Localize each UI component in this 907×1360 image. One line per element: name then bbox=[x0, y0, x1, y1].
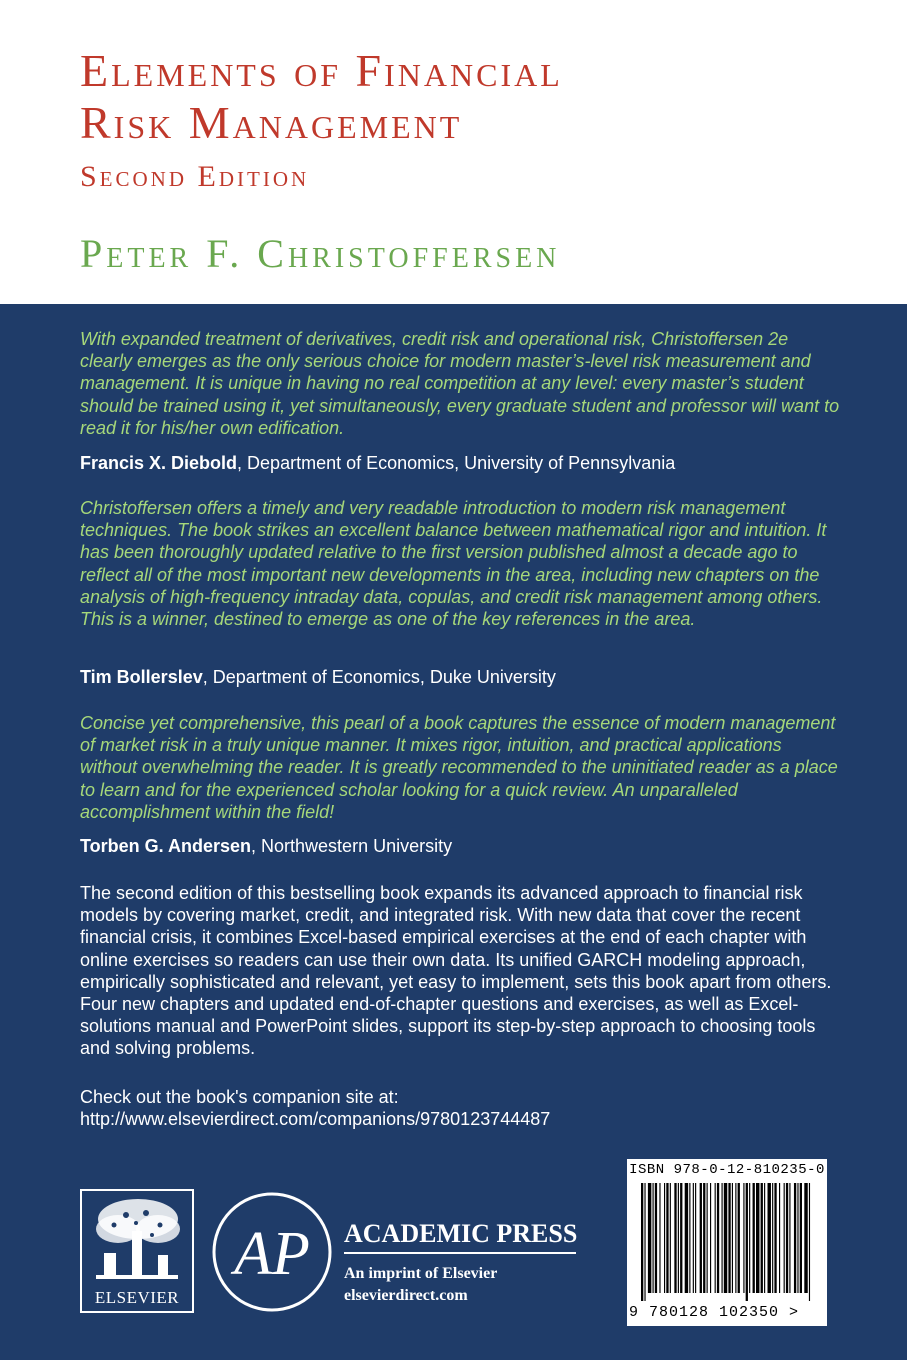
endorser-name-3: Torben G. Andersen bbox=[80, 836, 252, 856]
barcode-bar bbox=[678, 1183, 679, 1293]
barcode-bar bbox=[670, 1183, 671, 1293]
barcode-bar bbox=[761, 1183, 763, 1293]
barcode-bar bbox=[746, 1183, 748, 1301]
author-name: Peter F. Christoffersen bbox=[80, 231, 561, 276]
barcode-bar bbox=[653, 1183, 654, 1293]
barcode-bar bbox=[666, 1183, 668, 1293]
endorsement-attribution-2 bbox=[80, 666, 840, 688]
barcode-bar bbox=[680, 1183, 682, 1293]
barcode-bar bbox=[693, 1183, 694, 1293]
barcode-bar bbox=[804, 1183, 807, 1293]
barcode-bar bbox=[794, 1183, 796, 1293]
barcode-bar bbox=[738, 1183, 740, 1293]
endorsement-quote-3: Concise yet comprehensive, this pearl of a book captures the essence of modern management of market risk in a truly unique manner. It mixes rigor, intuition, and practical applications without overwhelming the reader. It is greatly recommended to the uninitiated reader as a place to learn and for the experienced scholar looking for a quick review. An unparalleled accomplishment within the field! bbox=[80, 713, 838, 822]
barcode-bar bbox=[685, 1183, 688, 1293]
elsevier-tree-icon bbox=[88, 1195, 186, 1287]
imprint-label: An imprint of Elsevier bbox=[344, 1265, 498, 1282]
barcode-bar bbox=[753, 1183, 755, 1293]
book-title-line-2: Risk Management bbox=[80, 97, 463, 148]
barcode-bar bbox=[724, 1183, 727, 1293]
publisher-site: elsevierdirect.com bbox=[344, 1287, 468, 1304]
isbn-barcode bbox=[627, 1159, 827, 1326]
cover-header bbox=[0, 0, 907, 304]
barcode-bar bbox=[756, 1183, 759, 1293]
barcode-bar bbox=[715, 1183, 716, 1293]
barcode-bar bbox=[786, 1183, 788, 1293]
endorser-affiliation-2: , Department of Economics, Duke University bbox=[202, 667, 556, 687]
barcode-bar bbox=[659, 1183, 660, 1293]
barcode-bar bbox=[749, 1183, 750, 1293]
endorser-name-2: Tim Bollerslev bbox=[80, 667, 203, 687]
barcode-bar bbox=[800, 1183, 802, 1293]
edition-label: Second Edition bbox=[80, 160, 310, 193]
barcode-bar bbox=[774, 1183, 776, 1293]
isbn-label: ISBN 978-0-12-810235-0 bbox=[629, 1162, 825, 1178]
barcode-bar bbox=[735, 1183, 736, 1293]
barcode-bar bbox=[689, 1183, 690, 1293]
barcode-bar bbox=[722, 1183, 723, 1293]
barcode-bar bbox=[674, 1183, 676, 1293]
endorsement-quote-1: With expanded treatment of derivatives, credit risk and operational risk, Christoffersen 2e clearly emerges as the only serious choice for modern master’s-level risk measurement and management. It is unique in having no real competition at any level: every master’s student should be trained using it, yet simultaneously, every graduate student and professor will want to read it for his/her own edification. bbox=[80, 329, 840, 438]
endorsement-attribution-3 bbox=[80, 835, 840, 857]
barcode-bars bbox=[637, 1183, 817, 1301]
barcode-bar bbox=[797, 1183, 798, 1293]
barcode-bar bbox=[772, 1183, 773, 1293]
companion-site-url[interactable]: http://www.elsevierdirect.com/companions/9780123744487 bbox=[80, 1109, 551, 1129]
elsevier-wordmark: ELSEVIER bbox=[94, 1288, 180, 1307]
elsevier-logo bbox=[80, 1189, 194, 1313]
book-description: The second edition of this bestselling book expands its advanced approach to financial risk models by covering market, credit, and integrated risk. With new data that cover the recent financial crisis, it combines Excel-based empirical exercises at the end of each chapter with online exercises so readers can use their own data. Its unified GARCH modeling approach, empirically sophisticated and relevant, yet easy to implement, sets this book apart from others. Four new chapters and updated end-of-chapter questions and exercises, as well as Excel-solutions manual and PowerPoint slides, support its step-by-step approach to choosing tools and solving problems. bbox=[80, 883, 832, 1059]
barcode-bar bbox=[664, 1183, 665, 1293]
endorsement-quote-2: Christoffersen offers a timely and very readable introduction to modern risk management techniques. The book strikes an excellent balance between mathematical rigor and intuition. It has been thoroughly updated relative to the first version published almost a decade ago to reflect all of the most important new developments in the area, including new chapters on the analysis of high-frequency intraday data, copulas, and credit risk management among others. This is a winner, destined to emerge as one of the key references in the area. bbox=[80, 498, 827, 630]
barcode-digits: 9 780128 102350 > bbox=[629, 1304, 800, 1321]
barcode-bar bbox=[703, 1183, 705, 1293]
barcode-bar bbox=[743, 1183, 744, 1293]
endorser-affiliation-1: , Department of Economics, University of Pennsylvania bbox=[237, 453, 676, 473]
endorser-name-1: Francis X. Diebold bbox=[80, 453, 238, 473]
barcode-bar bbox=[641, 1183, 643, 1301]
companion-site-intro: Check out the book's companion site at: bbox=[80, 1087, 399, 1107]
barcode-bar bbox=[764, 1183, 765, 1293]
academic-press-name: ACADEMIC PRESS bbox=[344, 1219, 578, 1248]
academic-press-rule bbox=[344, 1252, 576, 1254]
barcode-bar bbox=[779, 1183, 780, 1293]
barcode-bar bbox=[789, 1183, 790, 1293]
barcode-bar bbox=[644, 1183, 645, 1301]
barcode-bar bbox=[707, 1183, 708, 1293]
barcode-bar bbox=[784, 1183, 785, 1293]
barcode-bar bbox=[710, 1183, 711, 1293]
barcode-bar bbox=[732, 1183, 733, 1293]
book-title-line-1: Elements of Financial bbox=[80, 45, 563, 96]
barcode-bar bbox=[728, 1183, 730, 1293]
barcode-bar bbox=[648, 1183, 651, 1293]
ap-monogram: AP bbox=[234, 1220, 310, 1288]
barcode-bar bbox=[717, 1183, 719, 1293]
endorsement-attribution-1 bbox=[80, 452, 840, 474]
academic-press-ap-logo bbox=[210, 1190, 334, 1314]
barcode-bar bbox=[768, 1183, 771, 1293]
barcode-bar bbox=[700, 1183, 702, 1293]
barcode-bar bbox=[695, 1183, 696, 1293]
endorser-affiliation-3: , Northwestern University bbox=[251, 836, 453, 856]
barcode-bar bbox=[809, 1183, 810, 1301]
barcode-bar bbox=[655, 1183, 657, 1293]
